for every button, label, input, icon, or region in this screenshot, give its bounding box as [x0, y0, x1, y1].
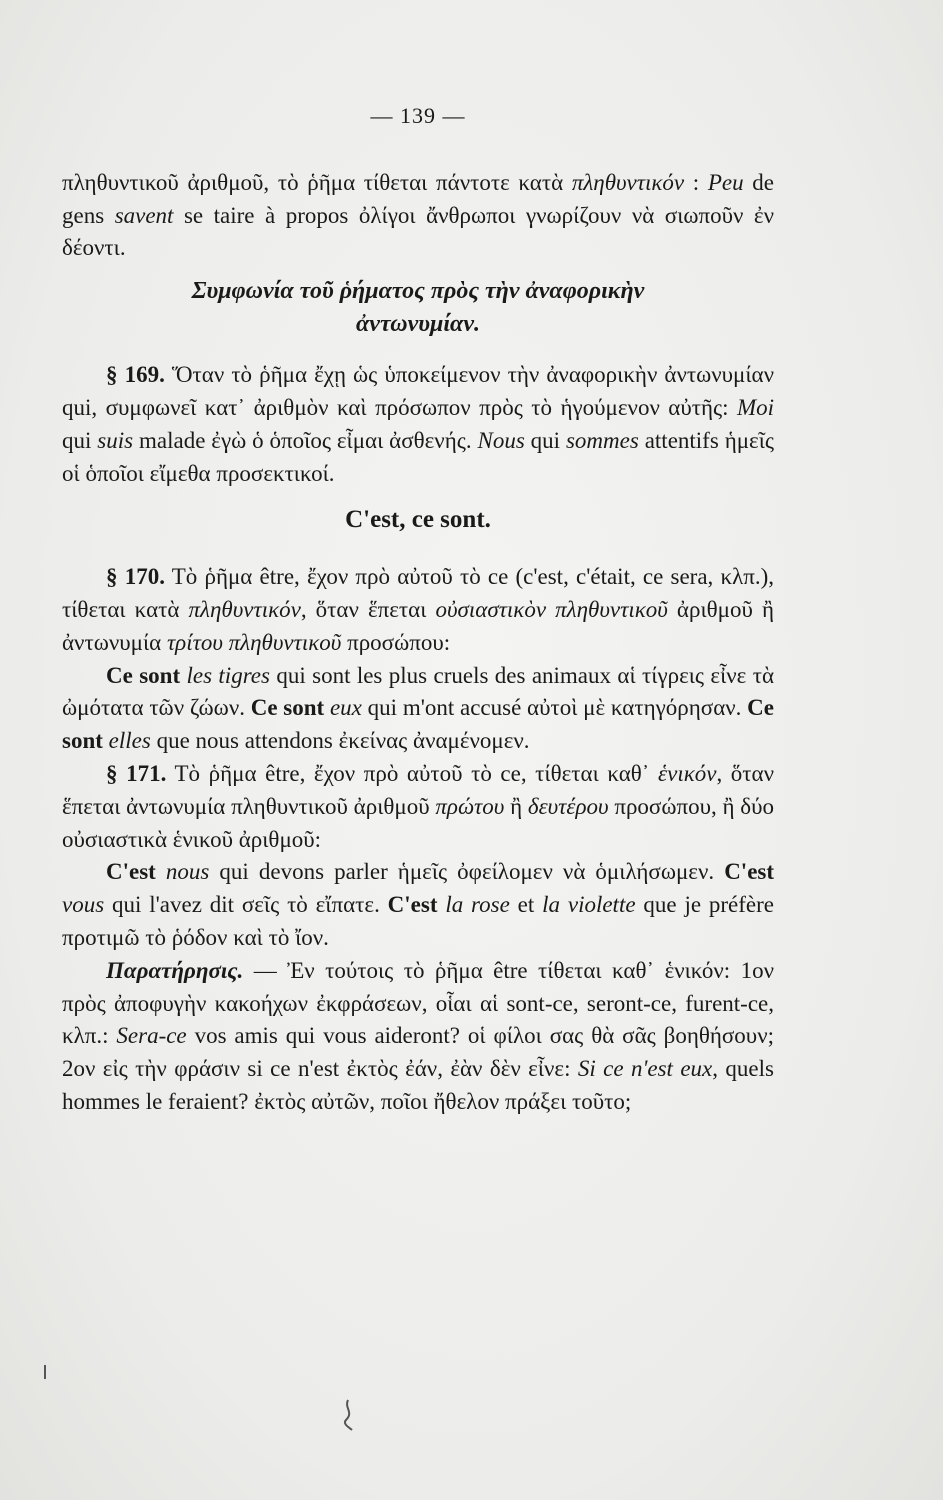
- text-run: qui: [524, 427, 566, 453]
- paragraph-continuation: [62, 167, 774, 265]
- section-number: § 170.: [106, 564, 165, 590]
- text-run: ἢ: [504, 793, 528, 819]
- remark-label: Παρατήρησις.: [106, 957, 244, 983]
- remark-paragraph: [62, 955, 774, 1119]
- text-run: se taire à propos ὀλίγοι ἄνθρωποι γνωρίζουν νὰ σιωποῦν ἐν δέοντι.: [62, 202, 774, 261]
- page-number: — 139 —: [370, 103, 466, 128]
- bold-run: C'est: [106, 859, 156, 885]
- text-run: que nous attendons ἐκείνας ἀναμένομεν.: [150, 728, 530, 754]
- italic-run: πληθυντικόν: [188, 596, 301, 622]
- text-run: Τὸ ῥῆμα être, ἔχον πρὸ αὐτοῦ τὸ ce (c'est, c'était, ce sera, κλπ.), τίθεται κατὰ: [62, 564, 775, 622]
- text-run: et: [509, 892, 543, 918]
- text-run: malade ἐγὼ ὁ ὁποῖος εἶμαι ἀσθενής.: [133, 427, 478, 453]
- text-run: vos amis qui vous aideront? οἱ φίλοι σας θὰ σᾶς βοηθήσουν; 2ον εἰς τὴν φράσιν si ce n'est ἐκτὸς ἐάν, ἐὰν δὲν εἶνε:: [62, 1023, 774, 1082]
- italic-run: Moi: [736, 394, 774, 420]
- text-run: — Ἐν τούτοις τὸ ῥῆμα être τίθεται καθ᾽ ἑνικόν: 1ον πρὸς ἀποφυγὴν κακοήχων ἐκφράσεων, οἷαι αἱ sont-ce, seront-ce, furent-ce, κλπ.:: [62, 957, 774, 1049]
- bold-run: C'est: [724, 859, 775, 885]
- italic-run: Nous: [477, 427, 525, 453]
- italic-run: ἑνικόν: [658, 760, 717, 786]
- text-run: προσώπου, ἢ δύο οὐσιαστικὰ ἑνικοῦ ἀριθμοῦ:: [62, 793, 774, 852]
- section-heading-agreement: [62, 275, 774, 341]
- italic-run: les tigres: [180, 662, 270, 688]
- text-block: [62, 100, 774, 1119]
- paragraph-171: [62, 758, 774, 856]
- text-run: qui devons parler ἡμεῖς ὀφείλομεν νὰ ὁμιλήσωμεν.: [209, 859, 725, 885]
- text-run: :: [684, 169, 708, 195]
- text-run: que je préfère προτιμῶ τὸ ῥόδον καὶ τὸ ἴον.: [62, 892, 774, 950]
- heading-line: Συμφωνία τοῦ ῥήματος πρὸς τὴν ἀναφορικὴν: [191, 278, 645, 305]
- italic-run: Sera-ce: [116, 1023, 187, 1049]
- bold-run: Ce sont: [106, 662, 181, 688]
- italic-run: la violette: [542, 892, 636, 918]
- text-run: πληθυντικοῦ ἀριθμοῦ, τὸ ῥῆμα τίθεται πάντοτε κατὰ: [62, 169, 572, 195]
- text-run: qui m'ont accusé αὐτοὶ μὲ κατηγόρησαν.: [361, 695, 748, 721]
- pencil-mark-icon: [340, 1398, 360, 1432]
- italic-run: οὐσιαστικὸν πληθυντικοῦ: [435, 596, 668, 622]
- text-run: , ὅταν ἕπεται ἀντωνυμία πληθυντικοῦ ἀριθμοῦ: [62, 760, 774, 819]
- text-run: Τὸ ῥῆμα être, ἔχον πρὸ αὐτοῦ τὸ ce, τίθεται καθ᾽: [166, 760, 659, 786]
- examples-170: [62, 660, 774, 758]
- text-run: ἀριθμοῦ ἢ ἀντωνυμία: [62, 596, 774, 655]
- paragraph-170: [62, 561, 774, 659]
- italic-run: sommes: [565, 427, 639, 453]
- section-number: § 169.: [106, 362, 165, 388]
- text-run: Ὅταν τὸ ῥῆμα ἔχῃ ὡς ὑποκείμενον τὴν ἀναφορικὴν ἀντωνυμίαν qui, συμφωνεῖ κατ᾽ ἀριθμὸν καὶ πρόσωπον πρὸς τὸ ἡγούμενον αὐτῆς:: [62, 362, 774, 420]
- italic-run: vous: [62, 892, 105, 918]
- examples-171: [62, 856, 774, 954]
- text-run: , quels hommes le feraient? ἐκτὸς αὐτῶν, ποῖοι ἤθελον πράξει τοῦτο;: [62, 1056, 774, 1114]
- text-run: qui l'avez dit σεῖς τὸ εἴπατε.: [104, 892, 388, 918]
- section-number: § 171.: [106, 760, 167, 786]
- section-heading-cest: C'est, ce sont.: [345, 506, 491, 534]
- bold-run: Ce sont: [250, 695, 325, 721]
- italic-run: δευτέρου: [527, 793, 609, 819]
- italic-run: elles: [102, 728, 151, 754]
- text-run: qui: [62, 427, 98, 453]
- text-run: προσώπου:: [341, 629, 451, 655]
- italic-run: eux: [324, 695, 362, 721]
- bold-run: C'est: [387, 892, 438, 918]
- italic-run: savent: [114, 202, 174, 228]
- text-run: de gens: [62, 169, 774, 228]
- bold-run: Ce sont: [62, 695, 774, 754]
- italic-run: τρίτου πληθυντικοῦ: [166, 629, 342, 655]
- italic-run: Peu: [707, 169, 744, 195]
- text-run: qui sont les plus cruels des animaux αἱ τίγρεις εἶνε τὰ ὠμότατα τῶν ζώων.: [62, 662, 774, 721]
- heading-line: ἀντωνυμίαν.: [356, 311, 480, 338]
- italic-run: la rose: [437, 892, 510, 918]
- italic-run: Si ce n'est eux: [577, 1056, 713, 1082]
- italic-run: πληθυντικόν: [571, 169, 685, 195]
- text-run: attentifs ἡμεῖς οἱ ὁποῖοι εἴμεθα προσεκτικοί.: [62, 427, 775, 486]
- italic-run: πρώτου: [435, 793, 505, 819]
- italic-run: nous: [155, 859, 210, 885]
- margin-tick-mark: [44, 1365, 46, 1379]
- italic-run: suis: [97, 427, 134, 453]
- text-run: , ὅταν ἕπεται: [300, 596, 436, 622]
- paragraph-169: [62, 359, 774, 490]
